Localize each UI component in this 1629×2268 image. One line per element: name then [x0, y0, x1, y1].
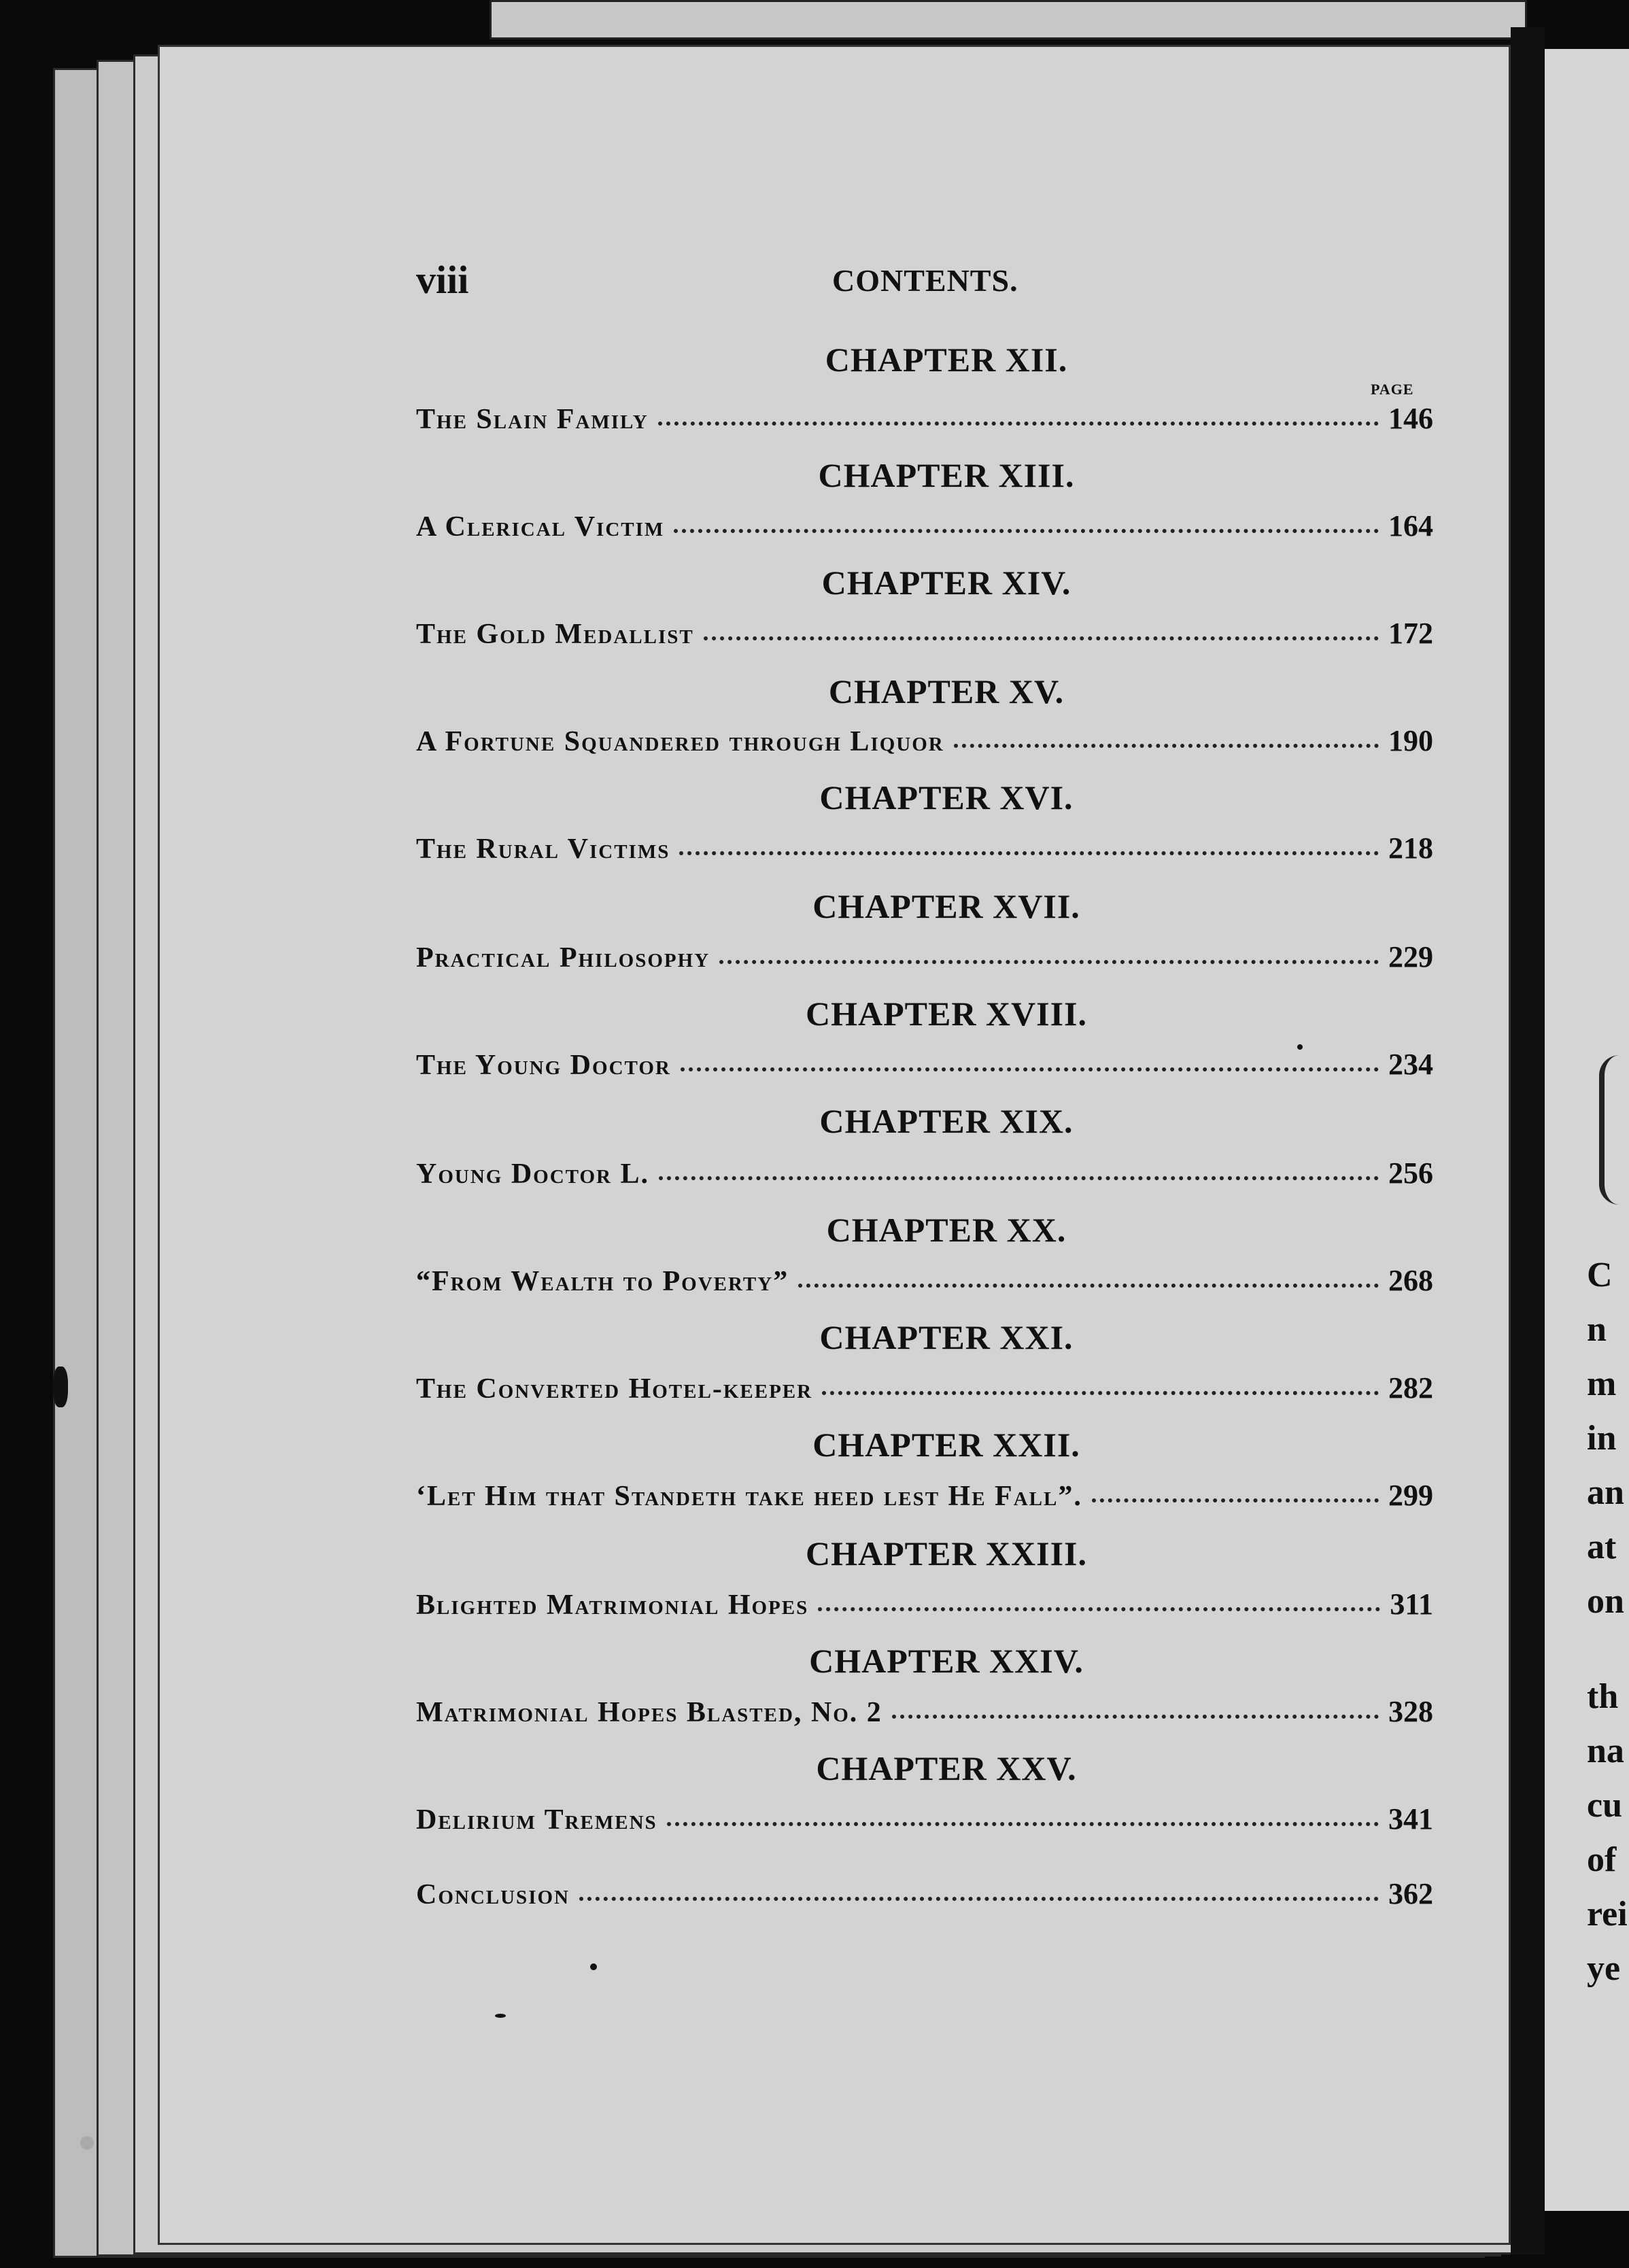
- toc-entry-page: 311: [1390, 1587, 1433, 1621]
- toc-entry-page: 299: [1388, 1479, 1433, 1512]
- chapter-heading: CHAPTER XII.: [825, 341, 1068, 379]
- toc-entry-page: 164: [1388, 509, 1433, 543]
- chapter-heading: CHAPTER XVIII.: [805, 995, 1088, 1033]
- dot-leader: [674, 521, 1379, 533]
- toc-entry-page: 256: [1388, 1156, 1433, 1190]
- toc-entry: [416, 1371, 1433, 1409]
- dot-leader: [704, 628, 1379, 640]
- facing-fragment: ye: [1587, 1949, 1621, 1988]
- toc-entry: [416, 616, 1433, 654]
- dot-leader: [822, 1383, 1379, 1395]
- toc-entry-page: 362: [1388, 1877, 1433, 1910]
- toc-entry-title: A Fortune Squandered through Liquor: [416, 726, 944, 757]
- toc-entry-title: ‘Let Him that Standeth take heed lest He Fall”.: [416, 1481, 1082, 1512]
- toc-entry-page: 268: [1388, 1264, 1433, 1297]
- toc-entry: [416, 723, 1433, 761]
- chapter-heading: CHAPTER XXIV.: [809, 1642, 1084, 1680]
- chapter-heading: CHAPTER XIX.: [819, 1102, 1074, 1140]
- facing-fragment: at: [1587, 1528, 1617, 1566]
- ink-speck: [1297, 1044, 1303, 1050]
- facing-fragment: on: [1587, 1582, 1624, 1621]
- chapter-heading: CHAPTER XX.: [826, 1211, 1067, 1249]
- chapter-heading: CHAPTER XXV.: [816, 1749, 1077, 1787]
- dot-leader: [892, 1706, 1379, 1719]
- page-column-label: PAGE: [1371, 381, 1414, 398]
- running-title: CONTENTS.: [832, 263, 1018, 298]
- chapter-heading: CHAPTER XIII.: [818, 456, 1075, 494]
- toc-entry-page: 234: [1388, 1048, 1433, 1081]
- toc-entry: [416, 1587, 1433, 1625]
- toc-entry: [416, 1156, 1433, 1194]
- facing-page: [1545, 49, 1629, 2211]
- chapter-heading: CHAPTER XXIII.: [805, 1534, 1088, 1573]
- toc-entry-title: A Clerical Victim: [416, 511, 665, 543]
- dot-leader: [681, 1059, 1379, 1071]
- chapter-heading: CHAPTER XXII.: [812, 1426, 1080, 1464]
- toc-entry-page: 190: [1388, 724, 1433, 757]
- dot-leader: [679, 843, 1379, 855]
- facing-fragment: rei: [1587, 1895, 1628, 1934]
- toc-entry-page: 146: [1388, 402, 1433, 435]
- toc-entry-page: 341: [1388, 1802, 1433, 1836]
- toc-entry-title: The Gold Medallist: [416, 619, 694, 650]
- toc-entry-page: 172: [1388, 617, 1433, 650]
- chapter-heading: CHAPTER XXI.: [819, 1318, 1074, 1356]
- toc-entry-page: 229: [1388, 940, 1433, 974]
- facing-fragment: in: [1587, 1419, 1617, 1458]
- toc-entry-title: The Rural Victims: [416, 834, 670, 865]
- facing-fragment: an: [1587, 1473, 1624, 1512]
- toc-entry: [416, 1694, 1433, 1732]
- facing-fragment: n: [1587, 1310, 1607, 1349]
- toc-entry: [416, 1263, 1433, 1301]
- running-head: [416, 257, 1436, 311]
- toc-entry: [416, 1047, 1433, 1085]
- facing-fragment: th: [1587, 1677, 1619, 1716]
- toc-entry: [416, 401, 1433, 439]
- toc-entry-title: “From Wealth to Poverty”: [416, 1266, 789, 1297]
- toc-entry-title: Practical Philosophy: [416, 942, 710, 974]
- ink-speck: [53, 1367, 68, 1407]
- facing-fragment: cu: [1587, 1786, 1622, 1825]
- toc-entry-title: The Converted Hotel-keeper: [416, 1373, 813, 1405]
- toc-entry-page: 328: [1388, 1695, 1433, 1728]
- toc-entry-page: 282: [1388, 1371, 1433, 1405]
- dot-leader: [954, 736, 1379, 748]
- toc-entry-page: 218: [1388, 831, 1433, 865]
- ornament-icon: [1599, 1055, 1629, 1205]
- toc-entry-title: Delirium Tremens: [416, 1804, 657, 1836]
- facing-fragment: m: [1587, 1364, 1617, 1403]
- page-folio: viii: [416, 258, 469, 302]
- chapter-heading: CHAPTER XVI.: [819, 778, 1074, 817]
- toc-entry: [416, 1478, 1433, 1516]
- ink-speck: [590, 1963, 597, 1970]
- dot-leader: [1092, 1490, 1379, 1502]
- toc-entry-title: The Slain Family: [416, 404, 649, 435]
- dot-leader: [658, 413, 1379, 426]
- toc-entry: [416, 1802, 1433, 1840]
- toc-entry: [416, 940, 1433, 978]
- chapter-heading: CHAPTER XIV.: [821, 564, 1071, 602]
- dot-leader: [719, 952, 1379, 964]
- chapter-heading: CHAPTER XVII.: [812, 887, 1080, 925]
- book-gutter: [1511, 27, 1545, 2254]
- toc-entry: [416, 509, 1433, 547]
- ink-speck: [80, 2136, 94, 2150]
- top-page-strip: [490, 0, 1527, 39]
- dot-leader: [667, 1814, 1379, 1826]
- toc-entry-title: Matrimonial Hopes Blasted, No. 2: [416, 1697, 882, 1728]
- dot-leader: [659, 1168, 1379, 1180]
- ink-speck: [495, 2014, 506, 2018]
- toc-entry-title: Blighted Matrimonial Hopes: [416, 1590, 809, 1621]
- facing-fragment: of: [1587, 1840, 1617, 1879]
- dot-leader: [798, 1275, 1379, 1288]
- dot-leader: [818, 1599, 1380, 1611]
- toc-entry: [416, 831, 1433, 869]
- facing-fragment: C: [1587, 1256, 1613, 1294]
- chapter-heading: CHAPTER XV.: [828, 672, 1065, 710]
- dot-leader: [579, 1889, 1379, 1901]
- toc-entry-conclusion: [416, 1876, 1433, 1914]
- facing-fragment: na: [1587, 1732, 1624, 1770]
- toc-entry-title: Young Doctor L.: [416, 1158, 649, 1190]
- toc-entry-title: Conclusion: [416, 1879, 570, 1910]
- toc-entry-title: The Young Doctor: [416, 1050, 671, 1081]
